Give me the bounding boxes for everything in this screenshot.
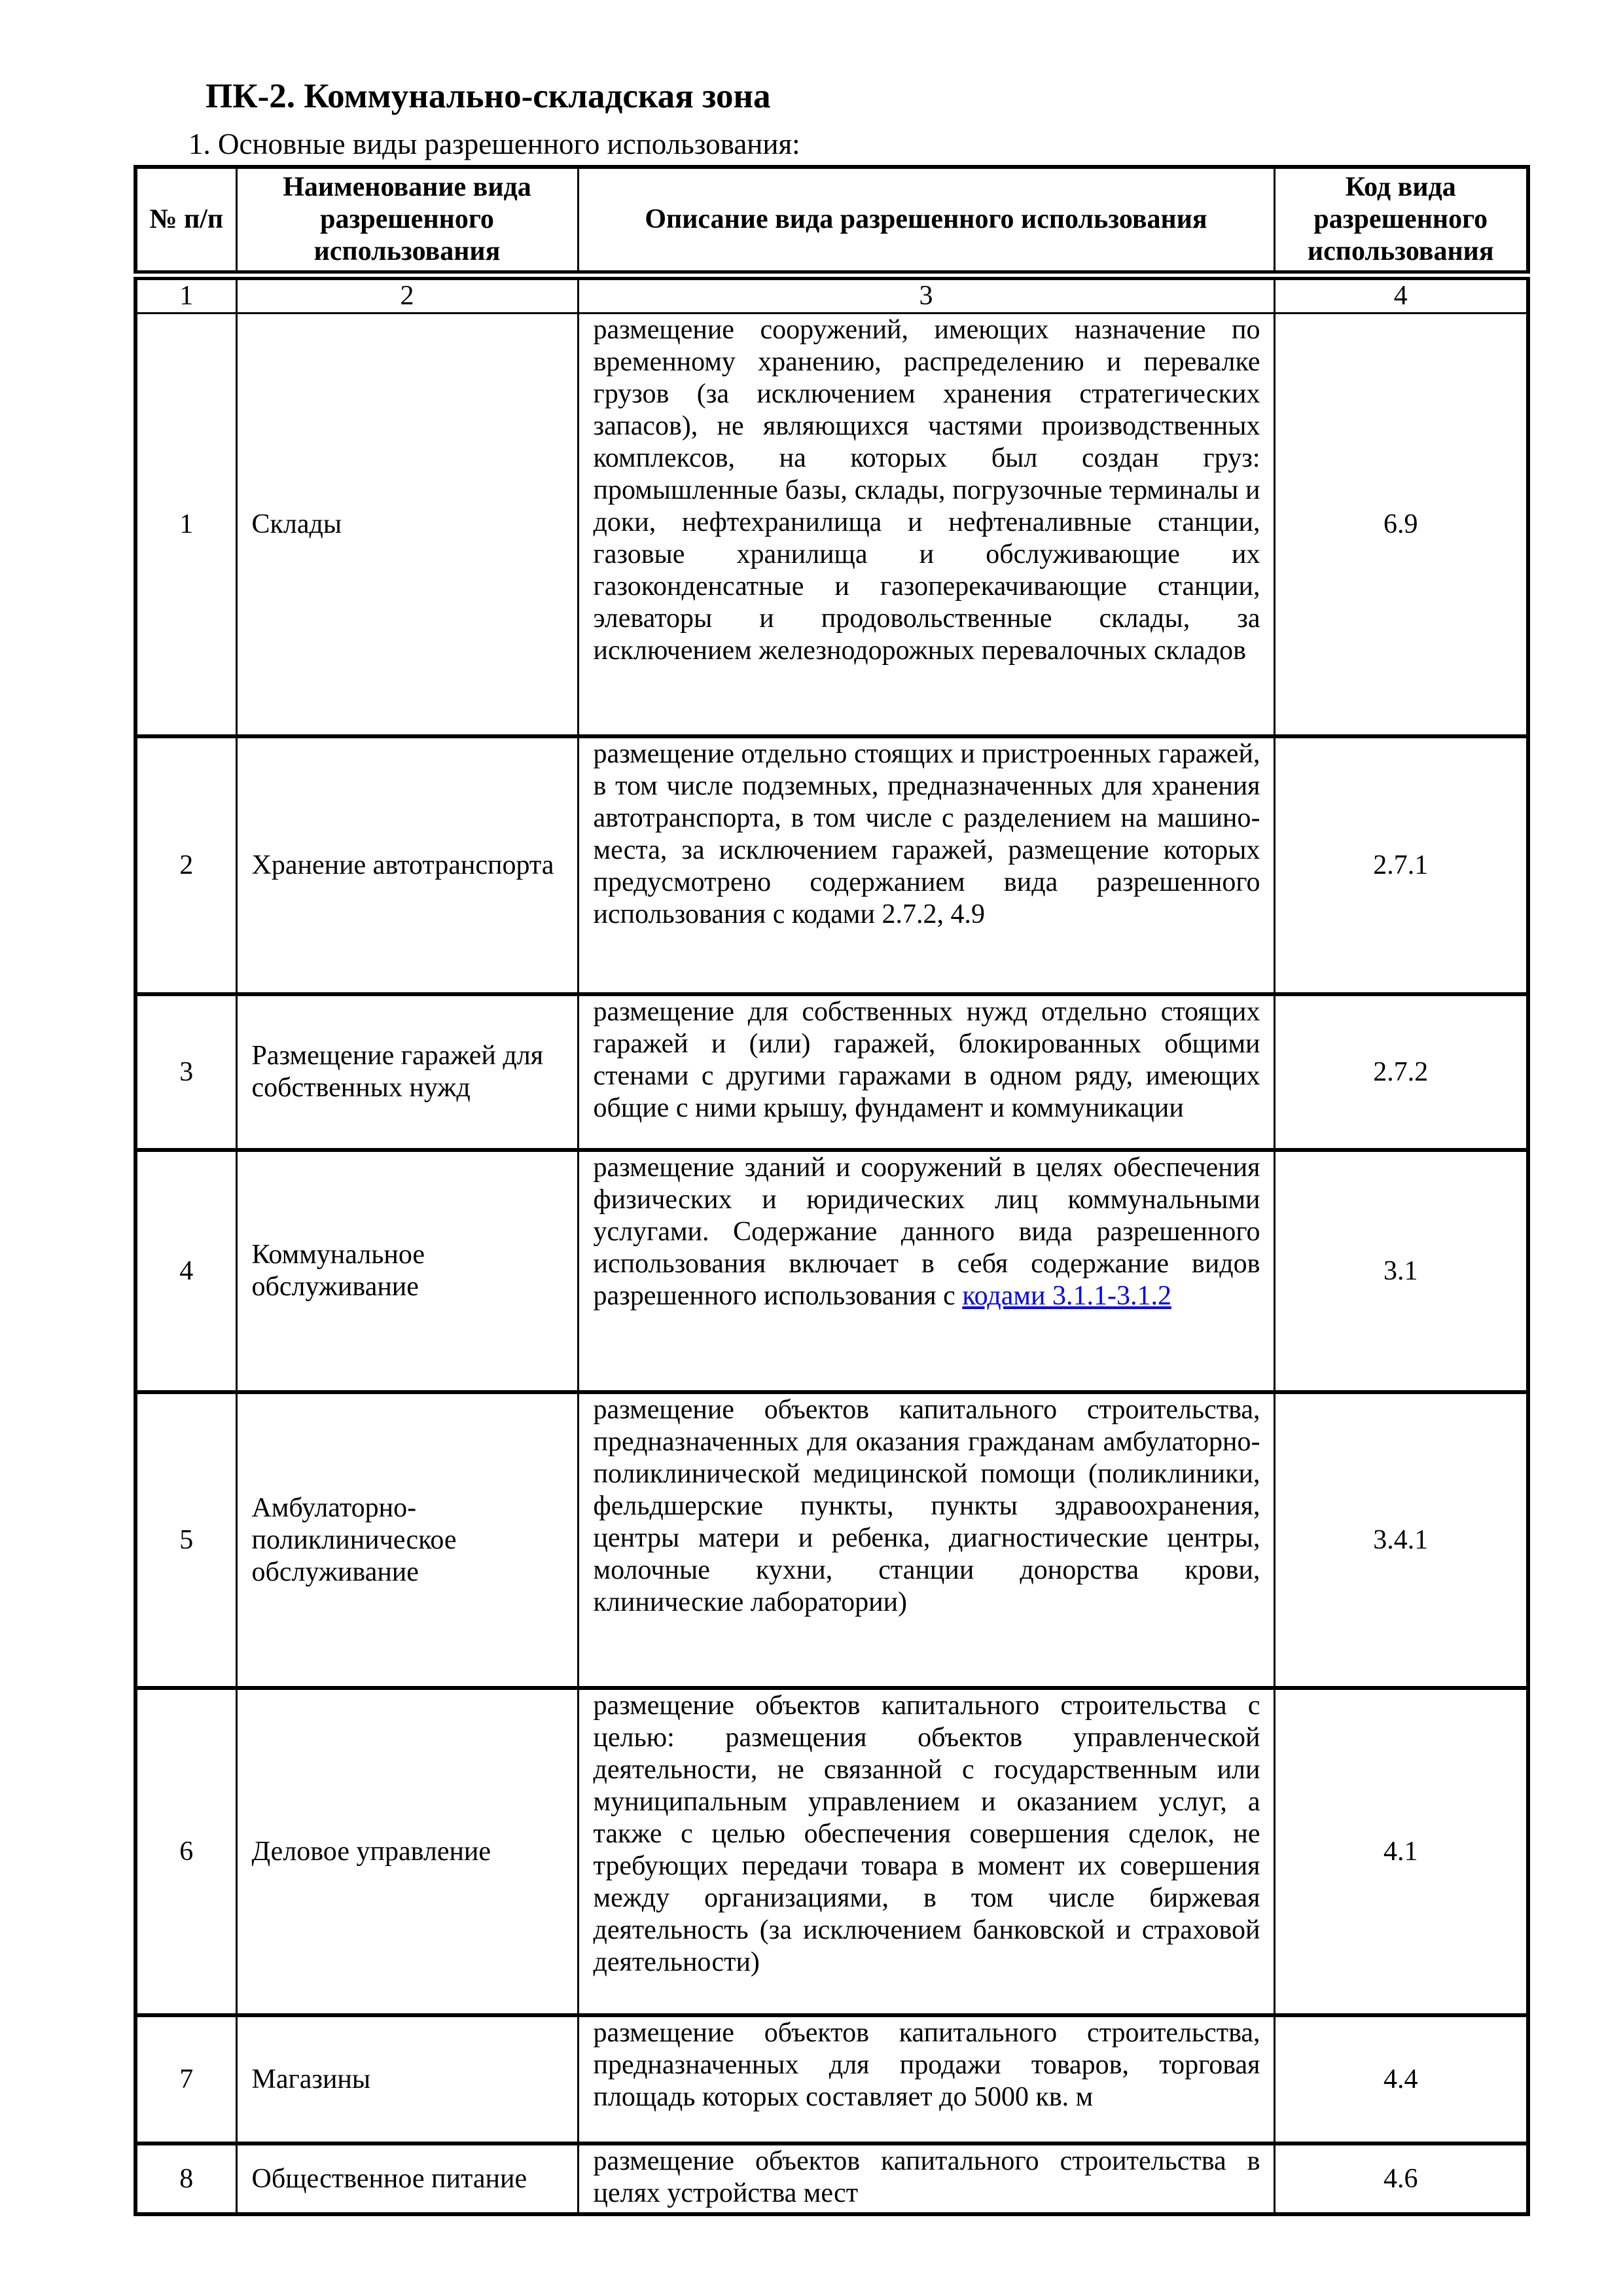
row-description: размещение объектов капитального строительства, предназначенных для продажи товаров, торговая площадь которых составляет до 5000 кв. м: [578, 2015, 1274, 2144]
table-row: [135, 2144, 1528, 2214]
row-description: размещение объектов капитального строительства, предназначенных для оказания гражданам амбулаторно-поликлинической медицинской помощи (поликлиники, фельдшерские пункты, пункты здравоохранения, центры матери и ребенка, диагностические центры, молочные кухни, станции донорства крови, клинические лаборатории): [578, 1392, 1274, 1688]
column-header-code: Код вида разрешенного использования: [1274, 167, 1528, 276]
row-name: Магазины: [236, 2015, 578, 2144]
row-description: [578, 1150, 1274, 1392]
column-number: 1: [135, 276, 236, 314]
row-code: 6.9: [1274, 314, 1528, 737]
row-code: 2.7.2: [1274, 994, 1528, 1150]
column-number: 3: [578, 276, 1274, 314]
row-number: 2: [135, 736, 236, 994]
column-header-description: Описание вида разрешенного использования: [578, 167, 1274, 276]
page-title: ПК-2. Коммунально-складская зона: [205, 77, 771, 115]
row-code: 4.4: [1274, 2015, 1528, 2144]
row-name: Хранение автотранспорта: [236, 736, 578, 994]
table-row: [135, 994, 1528, 1150]
column-number-row: [135, 276, 1528, 314]
table-row: [135, 1392, 1528, 1688]
table-row: [135, 1150, 1528, 1392]
row-description: размещение отдельно стоящих и пристроенных гаражей, в том числе подземных, предназначенных для хранения автотранспорта, в том числе с разделением на машино-места, за исключением гаражей, размещение которых предусмотрено содержанием вида разрешенного использования с кодами 2.7.2, 4.9: [578, 736, 1274, 994]
row-number: 7: [135, 2015, 236, 2144]
row-number: 5: [135, 1392, 236, 1688]
row-name: Общественное питание: [236, 2144, 578, 2214]
codes-3-1-1-3-1-2-link[interactable]: кодами 3.1.1-3.1.2: [962, 1281, 1171, 1311]
row-code: 4.6: [1274, 2144, 1528, 2214]
row-description: размещение объектов капитального строительства в целях устройства мест: [578, 2144, 1274, 2214]
row-description-text: размещение зданий и сооружений в целях обеспечения физических и юридических лиц коммунальными услугами. Содержание данного вида разрешенного использования включает в себя содержание видов разрешенного использования с: [593, 1153, 1260, 1311]
column-header-name: Наименование вида разрешенного использования: [236, 167, 578, 276]
row-code: 3.4.1: [1274, 1392, 1528, 1688]
permitted-use-table: [134, 165, 1530, 2216]
row-description: размещение объектов капитального строительства с целью: размещения объектов управленческой деятельности, не связанной с государственным или муниципальным управлением и оказанием услуг, а также с целью обеспечения совершения сделок, не требующих передачи товара в момент их совершения между организациями, в том числе биржевая деятельность (за исключением банковской и страховой деятельности): [578, 1688, 1274, 2015]
row-number: 3: [135, 994, 236, 1150]
row-code: 4.1: [1274, 1688, 1528, 2015]
table-row: [135, 314, 1528, 737]
row-description: размещение для собственных нужд отдельно стоящих гаражей и (или) гаражей, блокированных общими стенами с другими гаражами в одном ряду, имеющих общие с ними крышу, фундамент и коммуникации: [578, 994, 1274, 1150]
column-number: 4: [1274, 276, 1528, 314]
column-number: 2: [236, 276, 578, 314]
row-name: Амбулаторно-поликлиническое обслуживание: [236, 1392, 578, 1688]
section-heading: 1. Основные виды разрешенного использования:: [188, 128, 800, 160]
row-name: Размещение гаражей для собственных нужд: [236, 994, 578, 1150]
table-row: [135, 736, 1528, 994]
row-number: 1: [135, 314, 236, 737]
row-description: размещение сооружений, имеющих назначение по временному хранению, распределению и перевалке грузов (за исключением хранения стратегических запасов), не являющихся частями производственных комплексов, на которых был создан груз: промышленные базы, склады, погрузочные терминалы и доки, нефтехранилища и нефтеналивные станции, газовые хранилища и обслуживающие их газоконденсатные и газоперекачивающие станции, элеваторы и продовольственные склады, за исключением железнодорожных перевалочных складов: [578, 314, 1274, 737]
column-header-number: № п/п: [135, 167, 236, 276]
table-row: [135, 2015, 1528, 2144]
row-name: Склады: [236, 314, 578, 737]
row-code: 3.1: [1274, 1150, 1528, 1392]
table-header-row: [135, 167, 1528, 276]
row-number: 6: [135, 1688, 236, 2015]
row-code: 2.7.1: [1274, 736, 1528, 994]
row-number: 8: [135, 2144, 236, 2214]
row-name: Деловое управление: [236, 1688, 578, 2015]
row-number: 4: [135, 1150, 236, 1392]
table-row: [135, 1688, 1528, 2015]
row-name: Коммунальное обслуживание: [236, 1150, 578, 1392]
